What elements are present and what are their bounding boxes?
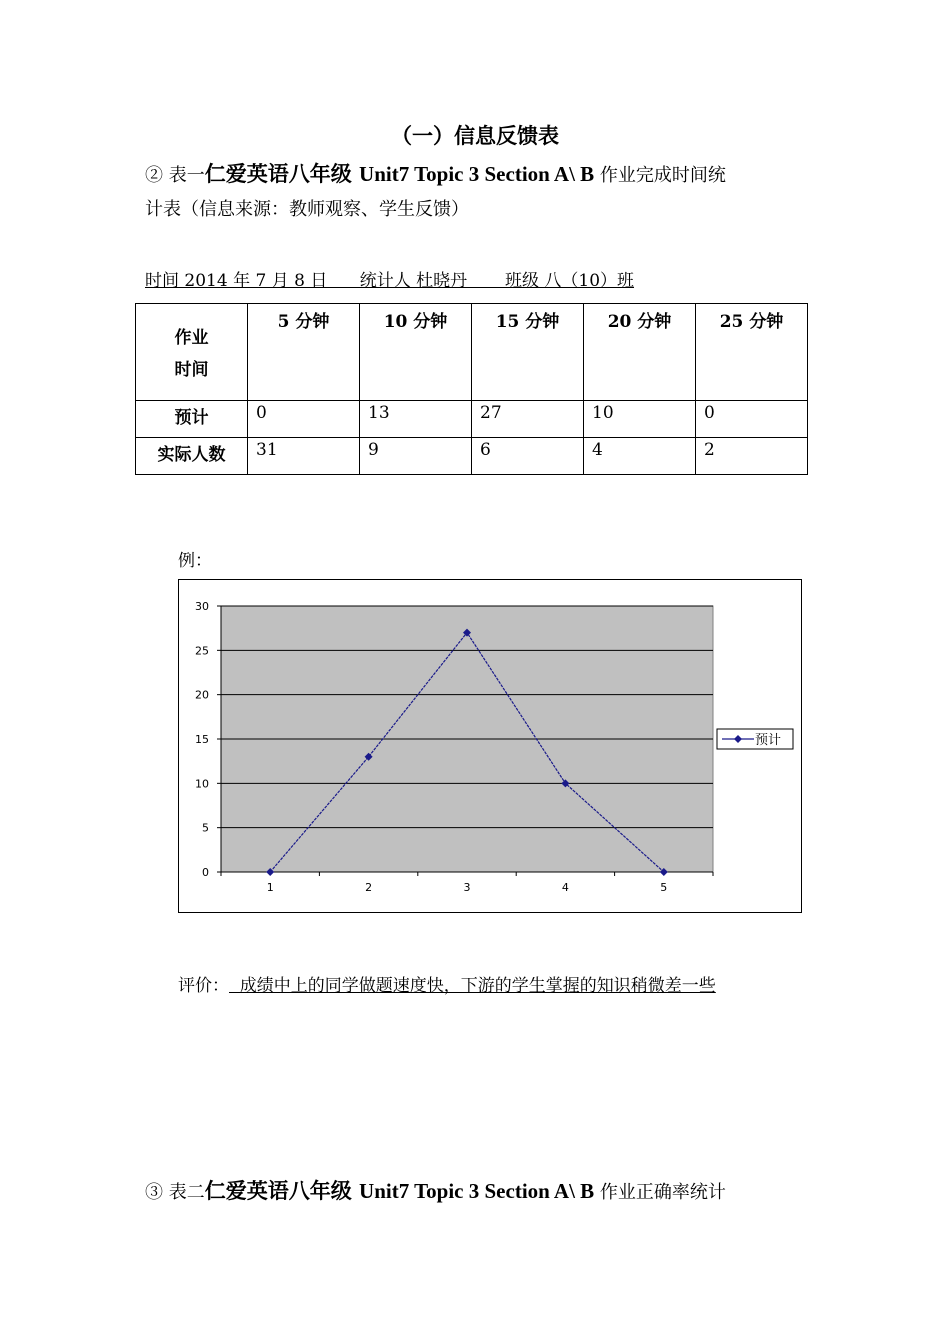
y-tick-label: 15 (195, 733, 209, 746)
table-cell: 4 (584, 438, 696, 475)
corner-cell (136, 304, 248, 401)
table2-prefix: ③ 表二 (145, 1182, 205, 1203)
corner-line1: 作业 (174, 327, 209, 348)
table-cell: 0 (696, 401, 808, 438)
table2-suffix: 作业正确率统计 (594, 1182, 726, 1203)
x-tick-label: 3 (463, 881, 471, 894)
time-table (135, 303, 808, 475)
legend-label: 预计 (755, 733, 782, 748)
table2-title-cjk: 仁爱英语八年级 (204, 1179, 360, 1203)
table-cell: 10 (584, 401, 696, 438)
x-tick-label: 5 (660, 881, 668, 894)
table-cell: 2 (696, 438, 808, 475)
table-header-row (136, 304, 808, 401)
chart-frame (178, 579, 802, 913)
x-tick-label: 2 (365, 881, 373, 894)
y-tick-label: 10 (195, 777, 209, 791)
table1-prefix: ② 表一 (145, 165, 205, 186)
y-tick-label: 0 (202, 866, 209, 879)
row-label: 实际人数 (136, 438, 248, 475)
table2-title-latin: Unit7 Topic 3 Section A\ B (359, 1179, 595, 1203)
header-cell: 15 分钟 (472, 304, 584, 401)
table2-caption (145, 1174, 810, 1210)
evaluation-label: 评价： (178, 976, 229, 996)
table1-title-cjk: 仁爱英语八年级 (204, 162, 360, 186)
y-tick-label: 5 (202, 821, 209, 835)
evaluation-text: 成绩中上的同学做题速度快，下游的学生掌握的知识稍微差一些 (229, 976, 716, 996)
row-label: 预计 (136, 401, 248, 438)
example-label: 例： (178, 551, 212, 571)
meta-line: 时间 2014 年 7 月 8 日 统计人 杜晓丹 班级 八（10）班 (145, 271, 635, 291)
y-tick-label: 25 (195, 644, 209, 658)
x-tick-label: 4 (561, 881, 569, 894)
table1-caption-line2: 计表（信息来源：教师观察、学生反馈） (145, 199, 469, 220)
line-chart (179, 580, 801, 912)
header-cell: 10 分钟 (360, 304, 472, 401)
table1-suffix: 作业完成时间统 (594, 165, 726, 186)
table-cell: 9 (360, 438, 472, 475)
table-row (136, 401, 808, 438)
table-cell: 6 (472, 438, 584, 475)
table-cell: 13 (360, 401, 472, 438)
corner-line2: 时间 (174, 359, 209, 380)
table1-caption (145, 157, 810, 227)
table1-title-latin: Unit7 Topic 3 Section A\ B (359, 162, 595, 186)
header-cell: 25 分钟 (696, 304, 808, 401)
y-tick-label: 20 (195, 688, 209, 702)
table-row (136, 438, 808, 475)
x-tick-label: 1 (266, 881, 274, 894)
evaluation (178, 971, 716, 996)
y-tick-label: 30 (195, 600, 209, 613)
table-cell: 27 (472, 401, 584, 438)
table-cell: 0 (248, 401, 360, 438)
header-cell: 20 分钟 (584, 304, 696, 401)
header-cell: 5 分钟 (248, 304, 360, 401)
table-cell: 31 (248, 438, 360, 475)
section-title: （一）信息反馈表 (391, 124, 559, 148)
